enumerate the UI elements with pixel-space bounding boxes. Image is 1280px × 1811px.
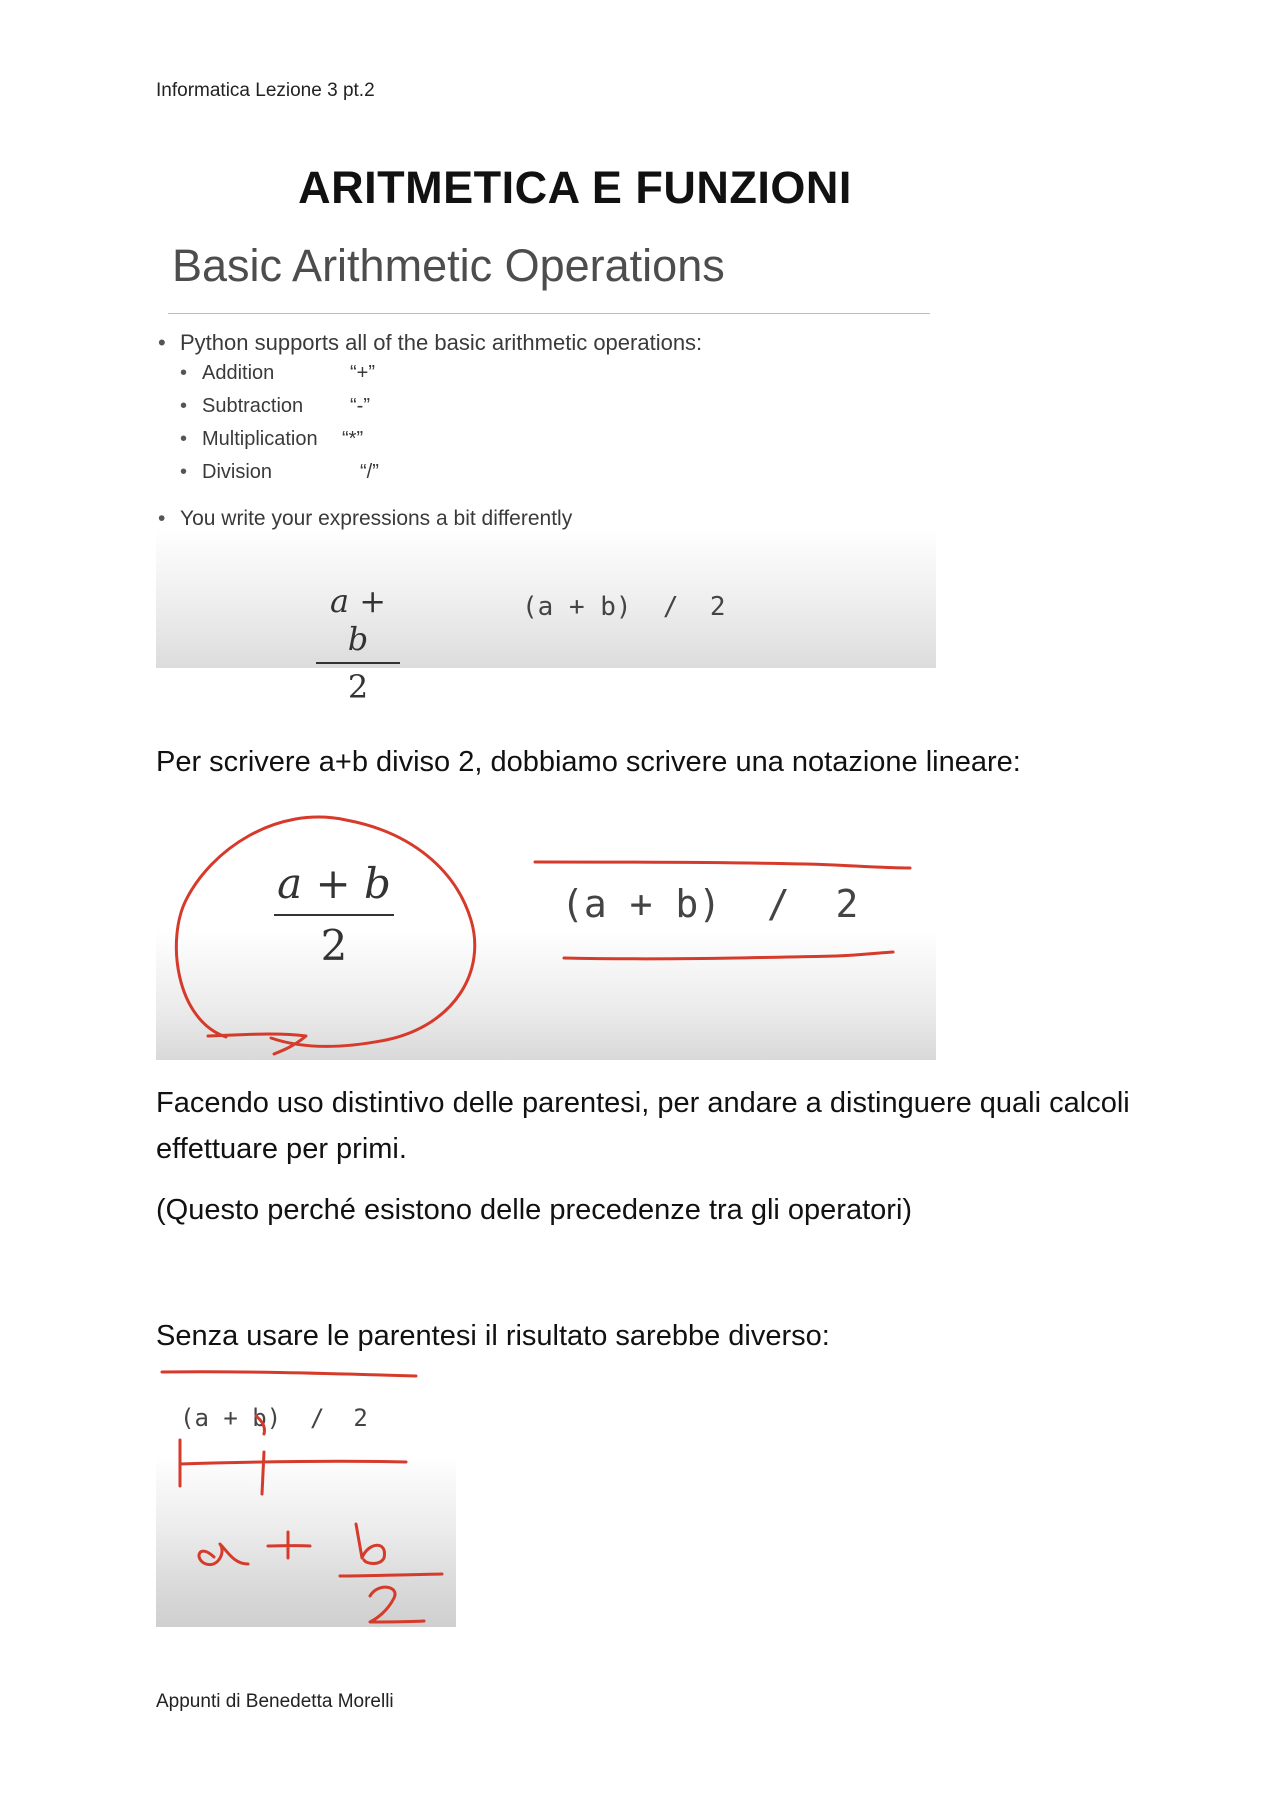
paragraph-parentheses: Facendo uso distintivo delle parentesi, per andare a distinguere quali calcoli effettuare per primi.: [156, 1087, 1130, 1165]
fraction-denominator: 2: [347, 668, 369, 706]
handwritten-a: [199, 1544, 248, 1565]
list-item-division: • Division “/”: [180, 461, 379, 483]
list-item-multiplication: • Multiplication “*”: [180, 428, 364, 450]
slide-screenshot-annotated: [156, 810, 936, 1060]
page-footer: Appunti di Benedetta Morelli: [156, 1691, 394, 1712]
bullet-icon: •: [180, 395, 188, 417]
underline-annotation: [564, 952, 893, 959]
handwritten-annotations: [156, 810, 936, 1060]
slide-screenshot-basic-arithmetic: [156, 232, 936, 706]
fraction-numerator: a + b: [277, 859, 391, 908]
list-item-subtraction: • Subtraction “-”: [180, 395, 370, 417]
handwritten-2: [370, 1587, 424, 1622]
linear-expression: (a + b) / 2: [522, 592, 726, 622]
page-header: Informatica Lezione 3 pt.2: [156, 80, 375, 101]
handwritten-annotations: [156, 1382, 456, 1627]
bullet-expressions: • You write your expressions a bit differently: [158, 507, 573, 530]
expression: (a + b) / 2: [180, 1404, 368, 1432]
page-title: ARITMETICA E FUNZIONI: [298, 162, 852, 213]
paragraph-precedence: (Questo perché esistono delle precedenze tra gli operatori): [156, 1194, 913, 1226]
paragraph-linear-notation: Per scrivere a+b diviso 2, dobbiamo scrivere una notazione lineare:: [156, 746, 1021, 778]
fraction-bar: [316, 662, 400, 664]
bullet-icon: •: [180, 461, 188, 483]
handwritten-plus: [268, 1532, 310, 1558]
bullet-icon: •: [180, 428, 188, 450]
overline-annotation: [535, 862, 910, 868]
slide-title: Basic Arithmetic Operations: [172, 240, 725, 291]
cross-out-annotation: [256, 1416, 264, 1434]
bullet-icon: •: [158, 507, 166, 530]
handwritten-fraction-bar: [340, 1574, 442, 1576]
list-item-addition: • Addition “+”: [180, 362, 375, 384]
bullet-icon: •: [180, 362, 188, 384]
bullet-basic-operations: • Python supports all of the basic arithmetic operations:: [158, 330, 703, 355]
linear-expression: (a + b) / 2: [561, 882, 859, 926]
overline-annotation: [162, 1372, 416, 1376]
fraction-numerator: a + b: [329, 582, 387, 658]
slide-screenshot-no-parentheses: [156, 1382, 456, 1627]
bracket-annotation: [180, 1440, 406, 1494]
slide-divider: [168, 313, 930, 314]
circle-annotation: [176, 817, 474, 1046]
handwritten-b: [356, 1524, 385, 1564]
fraction-denominator: 2: [320, 921, 348, 970]
bullet-icon: •: [158, 330, 166, 355]
paragraph-without-parentheses: Senza usare le parentesi il risultato sarebbe diverso:: [156, 1320, 830, 1352]
fraction-expression: [316, 582, 400, 706]
